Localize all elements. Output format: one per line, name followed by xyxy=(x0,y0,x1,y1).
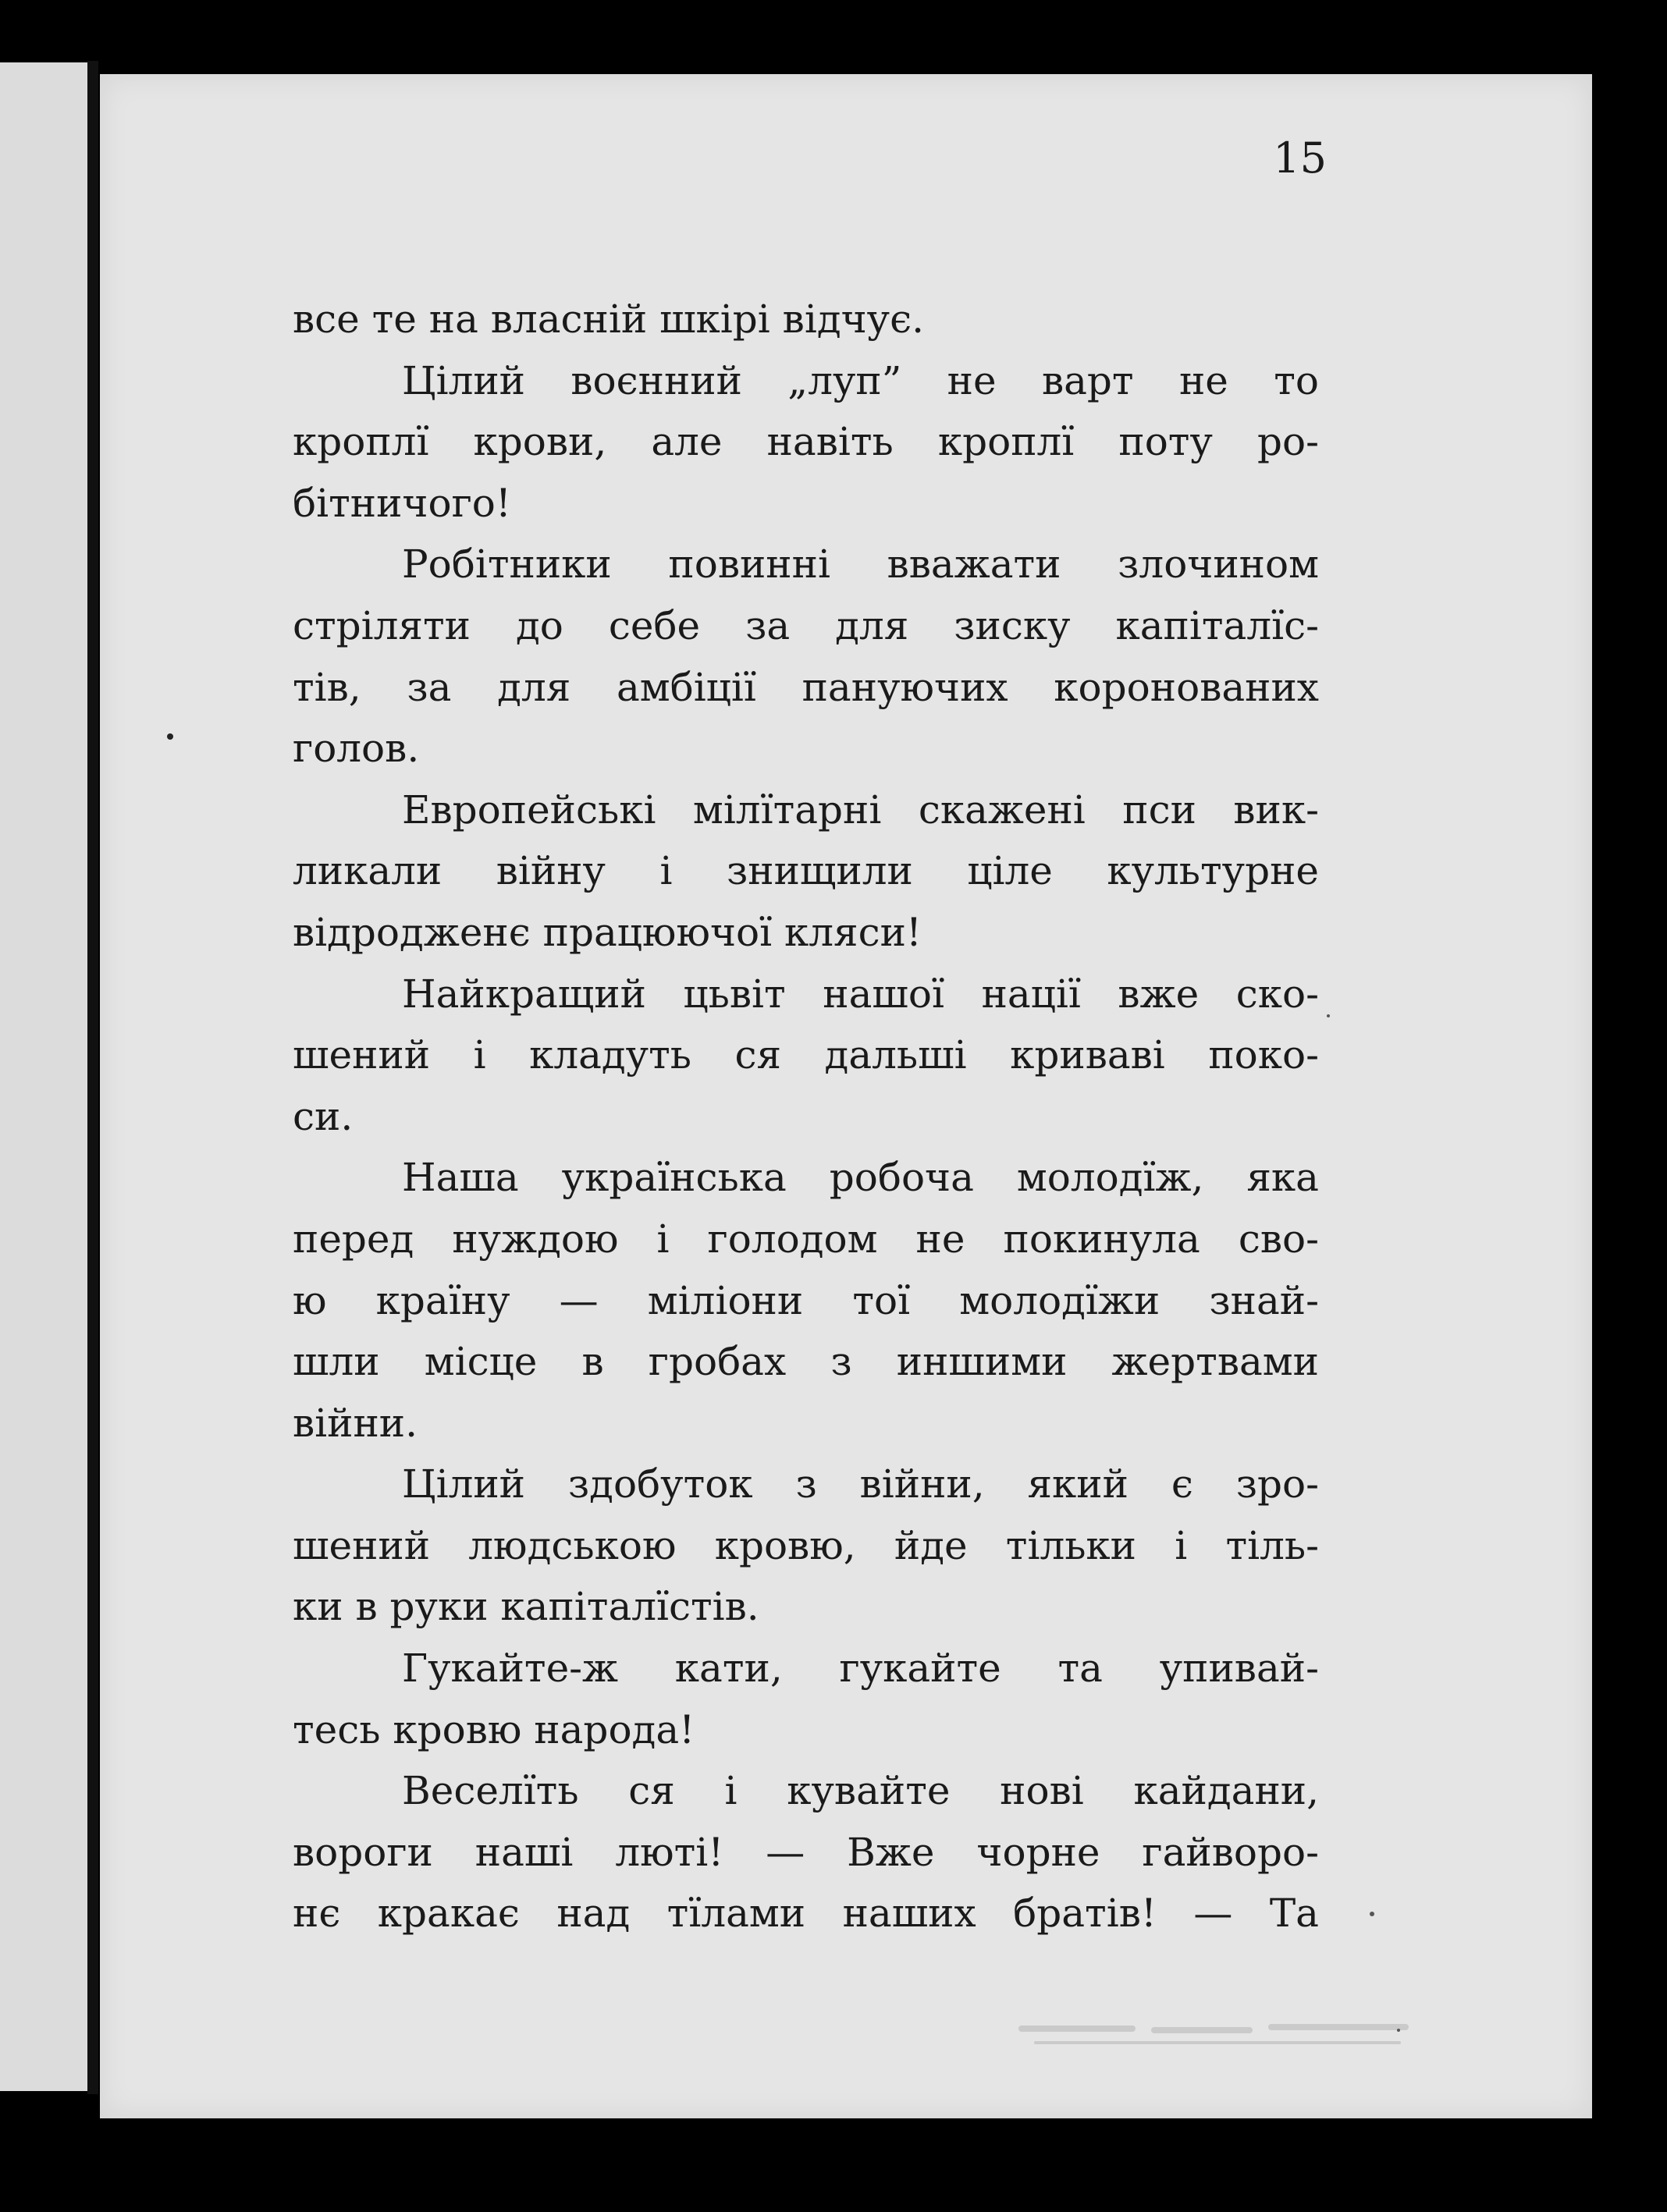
text-line: шений і кладуть ся дальші криваві поко- xyxy=(293,1032,1319,1078)
text-line: Наша українська робоча молодїж, яка xyxy=(402,1155,1319,1201)
facing-page-edge xyxy=(0,62,87,2091)
text-line: шли місце в гробах з иншими жертвами xyxy=(293,1339,1319,1385)
text-line: перед нуждою і голодом не покинула сво- xyxy=(293,1216,1319,1262)
text-line: тів, за для амбіції пануючих коронованих xyxy=(293,664,1319,710)
text-line: Цілий здобуток з війни, який є зро- xyxy=(402,1461,1319,1507)
text-line: вороги наші люті! — Вже чорне гайворо- xyxy=(293,1829,1319,1875)
text-line: си. xyxy=(293,1093,354,1139)
text-line: ю країну — міліони тої молодїжи знай- xyxy=(293,1277,1319,1323)
text-line: відродженє працюючої кляси! xyxy=(293,909,922,955)
text-line: Гукайте-ж кати, гукайте та упивай- xyxy=(402,1646,1319,1692)
page-number: 15 xyxy=(1273,133,1327,183)
faded-library-stamp xyxy=(1018,2019,1413,2054)
text-line: ки в руки капіталїстів. xyxy=(293,1584,759,1630)
text-line: стріляти до себе за для зиску капіталїс- xyxy=(293,602,1319,648)
text-line: нє кракає над тїлами наших братів! — Та xyxy=(293,1891,1319,1937)
text-line: кроплї крови, але навіть кроплї поту ро- xyxy=(293,419,1319,465)
margin-speck xyxy=(167,733,173,740)
print-speck xyxy=(1397,2029,1400,2032)
text-line: Робітники повинні вважати злочином xyxy=(402,541,1319,588)
text-line: війни. xyxy=(293,1400,418,1446)
text-line: все те на власній шкірі відчує. xyxy=(293,296,924,342)
print-speck xyxy=(1370,1912,1374,1916)
print-speck xyxy=(1327,1014,1330,1017)
text-line: Европейські мілїтарні скажені пси вик- xyxy=(402,786,1319,833)
text-line: шений людською кровю, йде тільки і тіль- xyxy=(293,1522,1319,1568)
text-line: ликали війну і знищили ціле культурне xyxy=(293,848,1319,894)
book-gutter xyxy=(87,61,98,2094)
page-body-text xyxy=(293,289,1319,1944)
text-line: бітничого! xyxy=(293,480,511,526)
text-line: тесь кровю народа! xyxy=(293,1706,695,1752)
text-line: Цілий воєнний „луп” не варт не то xyxy=(402,357,1319,403)
text-line: Веселїть ся і кувайте нові кайдани, xyxy=(402,1768,1319,1814)
text-line: голов. xyxy=(293,726,420,772)
text-line: Найкращий цьвіт нашої нації вже ско- xyxy=(402,971,1319,1017)
